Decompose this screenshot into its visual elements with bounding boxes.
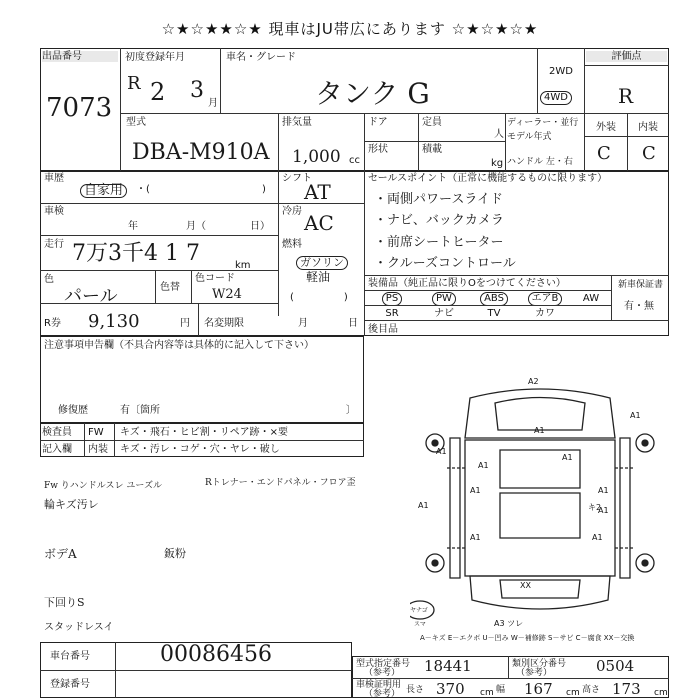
repair-label: 修復歴 [58, 405, 88, 416]
equip-pw-badge: PW [432, 292, 456, 306]
diag-a2: A2 [528, 378, 539, 386]
history-value [80, 180, 127, 198]
diag-a1-6: A1 [598, 486, 609, 495]
diag-a1-8: A1 [592, 533, 603, 542]
remark-4: ボデA [44, 547, 77, 561]
color-code-label: 色コード [195, 273, 235, 284]
fuel-paren: ( ) [290, 292, 348, 303]
model-value: DBA-M910A [132, 140, 270, 165]
capacity-unit: 人 [494, 129, 504, 140]
diag-a1-1: A1 [534, 426, 545, 435]
handle-label: ハンドル 左・右 [507, 157, 573, 167]
height-value: 173 [612, 680, 641, 698]
door-label: ドア [368, 117, 388, 128]
inspection-gatsu: 月（ [186, 221, 206, 232]
aircon-label: 冷房 [282, 206, 302, 217]
left-side [450, 438, 460, 578]
drive-2wd: 2WD [549, 66, 573, 77]
car-label: 車名・グレード [226, 52, 296, 63]
equip-leather: カワ [535, 308, 555, 319]
type-designation-value: 18441 [424, 657, 472, 675]
category-sub: （参考） [516, 668, 553, 678]
displacement-value: 1,000 [292, 147, 341, 167]
rear-outline [470, 576, 610, 609]
category-label: 類別区分番号 [512, 659, 567, 669]
equipment-label: 装備品（純正品に限りOをつけてください） [368, 278, 566, 289]
rear-seat-label: 後目品 [368, 324, 398, 335]
diag-a3: A3 ツレ [494, 619, 524, 628]
category-value: 0504 [596, 657, 635, 675]
color-value: パール [64, 286, 118, 307]
exterior-value: C [597, 143, 611, 164]
writer-fw: 内装 [88, 444, 108, 455]
aircon-value: AC [304, 211, 334, 235]
color-change-label: 色替 [160, 282, 180, 293]
displacement-unit: cc [349, 155, 360, 166]
fuel-gasoline-badge: ガソリン [296, 256, 348, 270]
name-change-month: 月 [298, 318, 308, 329]
lot-number: 7073 [46, 93, 113, 123]
registration-month: 3 [190, 78, 204, 103]
registration-month-unit: 月 [208, 98, 218, 109]
diagram-legend: A－キズ E－エクボ U－凹み W－補修跡 S－サビ C－腐食 XX－交換 [420, 634, 635, 642]
equip-aw: AW [582, 293, 600, 304]
banner: ☆★☆★★☆★ 現車はJU帯広にあります ☆★☆★☆★ [161, 20, 539, 38]
mileage-unit: km [235, 260, 251, 271]
warranty-label: 新車保証書 [618, 280, 664, 290]
recycle-label: R券 [44, 318, 61, 329]
interior-value: C [642, 143, 656, 164]
selling-label: セールスポイント（正常に機能するものに限ります） [368, 173, 608, 184]
capacity-label: 定員 [422, 117, 442, 128]
length-unit: cm [480, 688, 494, 698]
selling-point-3: ・前席シートヒーター [374, 235, 504, 250]
inspection-nen: 年 [128, 221, 138, 232]
selling-point-1: ・両側パワースライド [374, 192, 503, 207]
equip-ps [368, 292, 416, 306]
roof-panel [500, 493, 580, 538]
cert-sub: （参考） [364, 689, 401, 699]
remark-7: スタッドレスイ [44, 622, 114, 633]
mileage-value: 7万3千4 1 7 [72, 241, 200, 266]
rear-window [500, 580, 580, 598]
remark-5: 鈑粉 [164, 547, 186, 560]
color-label: 色 [44, 274, 54, 285]
remark-2: Rトレナー・エンドパネル・フロア歪 [205, 478, 356, 488]
mileage-label: 走行 [44, 239, 64, 250]
height-label: 高さ [582, 685, 601, 695]
writer-label: 記入欄 [42, 444, 72, 455]
diag-a1-4: A1 [470, 486, 481, 495]
type-designation-sub: （参考） [364, 668, 401, 678]
grade-value: R [618, 84, 634, 108]
diag-a1-7: A1 [598, 506, 609, 515]
loadcap-unit: kg [491, 158, 504, 169]
diag-a1-11: A1 [478, 461, 489, 470]
shape-label: 形状 [368, 144, 388, 155]
fuel-gasoline [296, 251, 348, 270]
selling-point-4: ・クルーズコントロール [374, 256, 516, 271]
remark-3: 輪キズ汚レ [44, 498, 99, 511]
equip-airbag-badge: エアB [528, 292, 563, 306]
fuel-light-oil: 軽油 [306, 270, 331, 284]
cert-label: 車検証明用 [356, 680, 402, 690]
length-label: 長さ [406, 685, 425, 695]
equip-airbag [521, 292, 569, 306]
length-value: 370 [436, 680, 465, 698]
type-designation-label: 型式指定番号 [356, 659, 411, 669]
inspector-label: 検査員 [42, 427, 72, 438]
chassis-label: 車台番号 [50, 651, 90, 662]
equip-pw [420, 292, 468, 306]
grade-label: 評価点 [586, 51, 667, 62]
model-year-label: モデル年式 [507, 132, 552, 142]
registration-era: R [127, 73, 141, 94]
diag-a1-9: A1 [436, 447, 447, 456]
repair-close: 〕 [346, 405, 356, 416]
diag-a1-2: A1 [562, 453, 573, 462]
equip-abs-badge: ABS [480, 292, 508, 306]
diag-suma: スマ [414, 621, 426, 628]
history-label: 車歴 [44, 173, 64, 184]
chassis-value: 00086456 [160, 642, 272, 667]
diag-yanago: ヤナゴ [410, 607, 428, 614]
name-change-label: 名変期限 [204, 318, 244, 329]
exterior-label: 外装 [596, 122, 616, 133]
drive-4wd-badge: 4WD [540, 91, 572, 105]
inspector-fw: FW [88, 427, 104, 438]
inspector-row2: キズ・汚レ・コゲ・穴・ヤレ・破し [120, 444, 280, 455]
interior-label: 内装 [638, 122, 658, 133]
notes-label: 注意事項申告欄（不具合内容等は具体的に記入して下さい） [44, 340, 314, 351]
color-code-value: W24 [212, 287, 242, 302]
diag-xx: XX [520, 581, 531, 590]
diag-a1-10: A1 [630, 411, 641, 420]
right-side [620, 438, 630, 578]
equip-tv: TV [487, 308, 501, 319]
shift-value: AT [304, 180, 331, 204]
equip-navi: ナビ [434, 308, 454, 319]
width-unit: cm [566, 688, 580, 698]
inspection-nichi: 日） [250, 221, 270, 232]
width-label: 幅 [496, 685, 506, 695]
height-unit: cm [654, 688, 668, 698]
registration-year: 2 [150, 78, 166, 106]
fuel-label: 燃料 [282, 239, 302, 250]
history-dot: ・( [136, 184, 150, 195]
equip-abs [470, 292, 518, 306]
displacement-label: 排気量 [282, 117, 312, 128]
history-badge: 自家用 [80, 184, 127, 198]
lot-label: 出品番号 [42, 51, 118, 62]
car-diagram [410, 378, 670, 628]
loadcap-label: 積載 [422, 144, 442, 155]
remark-6: 下回りS [44, 596, 85, 609]
repair-value: 有〔箇所 [120, 405, 160, 416]
inspector-row1: キズ・飛石・ヒビ割・リペア跡・×要 [120, 427, 288, 438]
shift-label: シフト [282, 173, 312, 184]
width-value: 167 [524, 680, 553, 698]
name-change-day: 日 [348, 318, 358, 329]
selling-point-2: ・ナビ、バックカメラ [374, 213, 504, 228]
recycle-value: 9,130 [88, 311, 140, 332]
diag-ki2: キ2 [588, 503, 602, 512]
history-close: ) [262, 184, 266, 195]
drive-4wd [540, 85, 572, 105]
registration-label: 初度登録年月 [125, 52, 185, 63]
dealer-label: ディーラー・並行 [507, 118, 579, 128]
model-label: 型式 [126, 117, 146, 128]
inspection-label: 車検 [44, 206, 64, 217]
car-name: タンク G [315, 77, 430, 110]
diag-a1-3: A1 [418, 501, 429, 510]
recycle-unit: 円 [180, 318, 190, 329]
warranty-value: 有・無 [624, 301, 654, 312]
remark-1: Fw りハンドルスレ ユーズル [44, 481, 162, 491]
diag-a1-5: A1 [470, 533, 481, 542]
equip-sr: SR [385, 308, 399, 319]
reg-number-label: 登録番号 [50, 679, 90, 690]
equip-ps-badge: PS [382, 292, 402, 306]
